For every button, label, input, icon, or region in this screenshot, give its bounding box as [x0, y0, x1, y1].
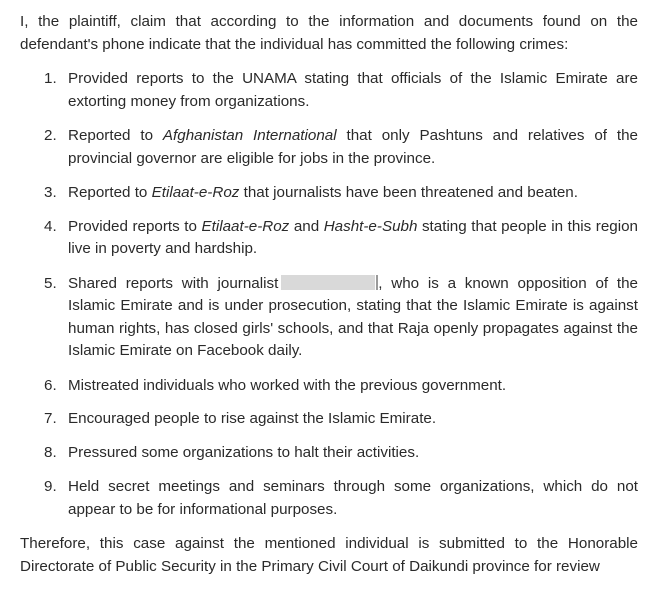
item-number: 8.: [44, 443, 57, 461]
list-item: [20, 273, 638, 363]
item-text: Encouraged people to rise against the Islamic Emirate.: [68, 410, 437, 427]
item-text-before: Shared reports with journalist: [68, 274, 279, 292]
item-text-before: Reported to: [68, 184, 152, 201]
item-text-before: Reported to: [68, 127, 163, 144]
item-number: 1.: [44, 70, 57, 87]
item-text: Mistreated individuals who worked with the previous government.: [68, 376, 507, 394]
item-text-before: Provided reports to: [68, 217, 202, 235]
item-number: 9.: [44, 478, 57, 495]
item-text-after: that only Pashtuns and relatives of the provincial governor are eligible for jobs in the province.: [68, 127, 638, 167]
list-item: [20, 68, 638, 113]
item-text-after: stating that people in this region live in poverty and hardship.: [68, 217, 638, 257]
item-number: 3.: [44, 184, 57, 201]
item-text: Pressured some organizations to halt their activities.: [68, 443, 420, 461]
list-item: [20, 375, 638, 398]
document-body: [20, 11, 638, 578]
item-number: 4.: [44, 217, 57, 235]
list-item: [20, 182, 638, 205]
item-text: Held secret meetings and seminars through some organizations, which do not appear to be for informational purposes.: [68, 478, 638, 518]
item-emphasis: Afghanistan International: [162, 127, 337, 144]
item-number: 6.: [44, 376, 57, 394]
item-number: 2.: [44, 127, 57, 144]
list-item: [20, 476, 638, 521]
list-item: [20, 442, 638, 465]
item-number: 5.: [44, 274, 57, 292]
item-text-middle: and: [289, 217, 324, 235]
item-text-after: , who is a known opposition of the Islamic Emirate and is under prosecution, stating that the Islamic Emirate is against human rights, has closed girls' schools, and that Raja openly propagates against the Islamic Emirate on Facebook daily.: [68, 274, 638, 359]
list-item: [20, 125, 638, 170]
item-emphasis-2: Hasht-e-Subh: [323, 217, 418, 235]
redaction-box: [281, 275, 375, 290]
item-emphasis: Etilaat-e-Roz: [151, 184, 240, 201]
item-number: 7.: [44, 410, 57, 427]
intro-paragraph: I, the plaintiff, claim that according to the information and documents found on the defendant's phone indicate that the individual has committed the following crimes:: [20, 13, 638, 53]
item-text-after: that journalists have been threatened and beaten.: [239, 184, 578, 201]
item-text: Provided reports to the UNAMA stating that officials of the Islamic Emirate are extorting money from organizations.: [68, 70, 638, 110]
crime-list: [20, 68, 638, 521]
conclusion-paragraph: Therefore, this case against the mentioned individual is submitted to the Honorable Directorate of Public Security in the Primary Civil Court of Daikundi province for review: [20, 535, 638, 575]
list-item: [20, 216, 638, 261]
list-item: [20, 408, 638, 431]
item-emphasis: Etilaat-e-Roz: [201, 217, 290, 235]
